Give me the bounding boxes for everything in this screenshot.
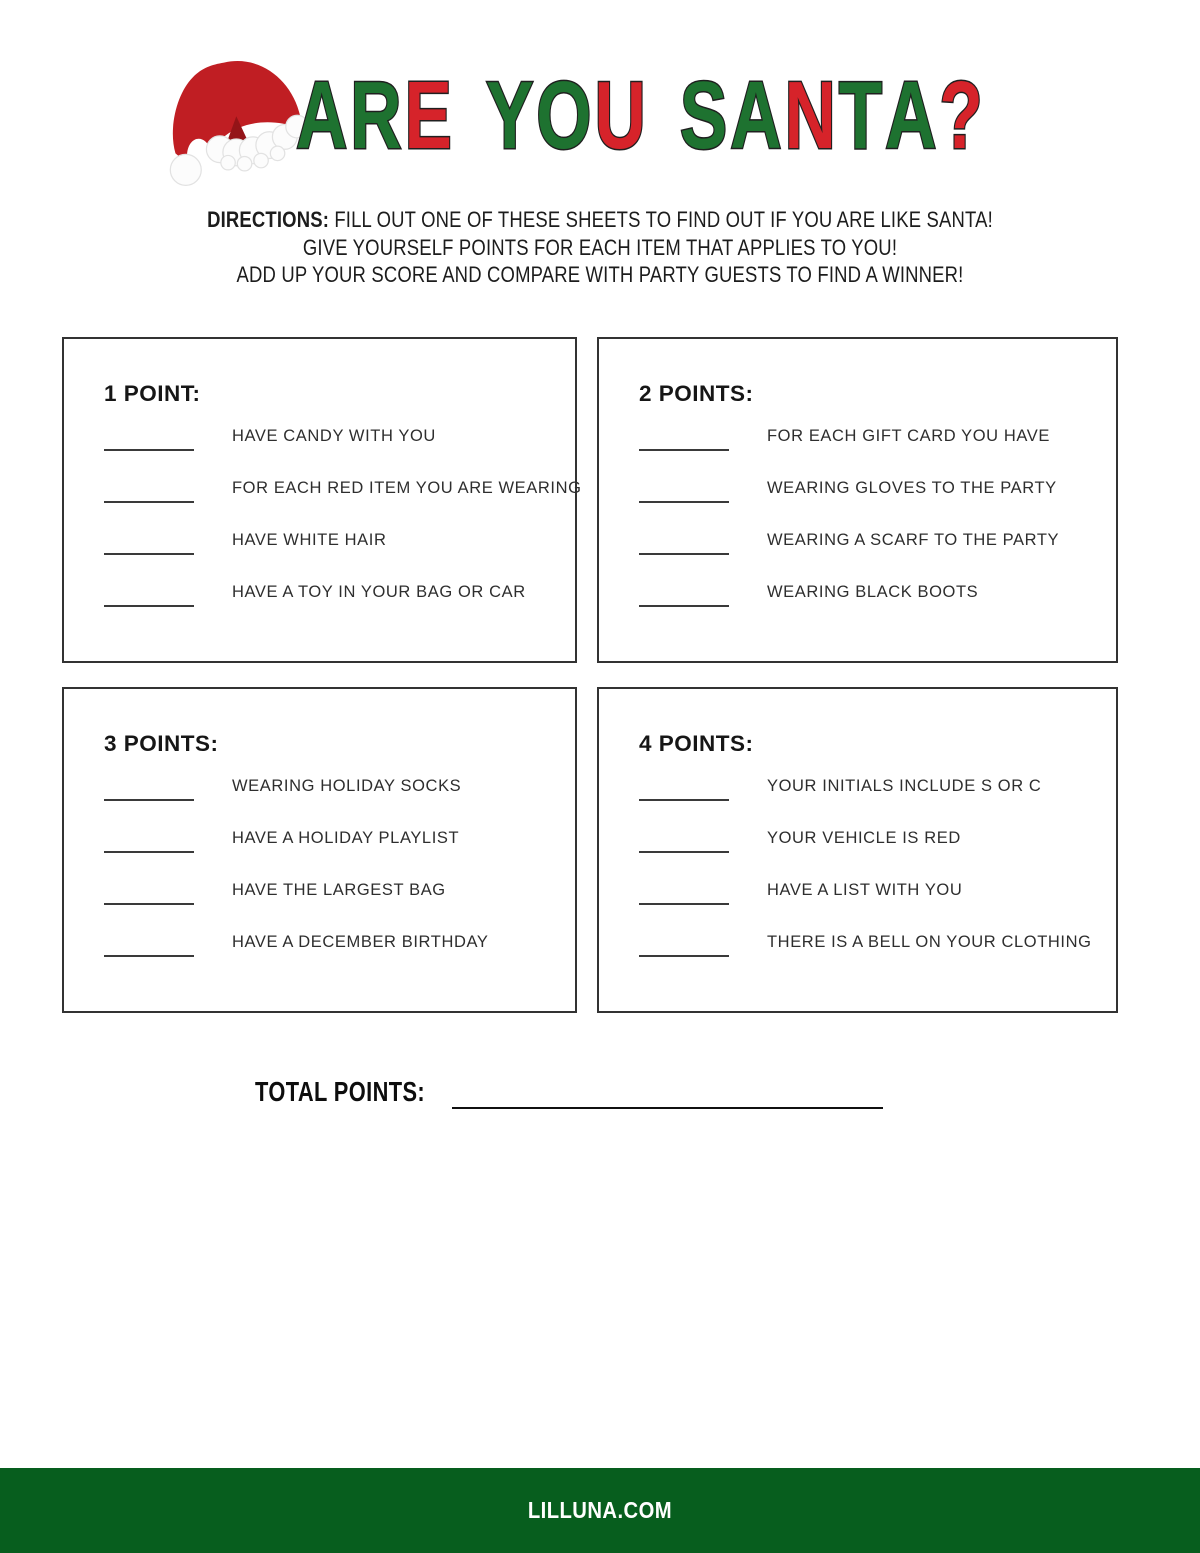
score-row xyxy=(104,819,575,871)
score-row xyxy=(104,871,575,923)
directions-line-1-rest: FILL OUT ONE OF THESE SHEETS TO FIND OUT IF YOU ARE LIKE SANTA! xyxy=(329,207,993,232)
points-blank-line xyxy=(104,449,194,451)
score-row xyxy=(639,871,1116,923)
score-item-label: HAVE A LIST WITH YOU xyxy=(767,881,963,899)
score-box-4-points xyxy=(597,687,1118,1013)
hat-pompom xyxy=(170,154,201,185)
points-blank-line xyxy=(639,955,729,957)
points-blank-line xyxy=(104,903,194,905)
title-letter: O xyxy=(536,62,592,169)
title-letter: N xyxy=(784,62,836,169)
directions-label: DIRECTIONS: xyxy=(207,207,330,232)
total-points-blank-line xyxy=(452,1107,883,1109)
box-heading: 4 POINTS: xyxy=(639,731,754,756)
title-letter: T xyxy=(838,62,883,169)
score-box-2-points xyxy=(597,337,1118,663)
score-item-label: WEARING GLOVES TO THE PARTY xyxy=(767,479,1057,497)
score-item-label: HAVE THE LARGEST BAG xyxy=(232,881,446,899)
points-blank-line xyxy=(104,851,194,853)
score-item-label: FOR EACH GIFT CARD YOU HAVE xyxy=(767,427,1050,445)
box-heading: 2 POINTS: xyxy=(639,381,754,406)
score-rows xyxy=(639,767,1116,975)
score-row xyxy=(639,819,1116,871)
points-blank-line xyxy=(104,605,194,607)
score-item-label: FOR EACH RED ITEM YOU ARE WEARING xyxy=(232,479,582,497)
directions-line-3: ADD UP YOUR SCORE AND COMPARE WITH PARTY GUESTS TO FIND A WINNER! xyxy=(236,262,964,287)
title-letter: ? xyxy=(939,62,983,169)
title-letter: E xyxy=(404,62,452,169)
score-item-label: THERE IS A BELL ON YOUR CLOTHING xyxy=(767,933,1092,951)
points-blank-line xyxy=(639,449,729,451)
score-rows xyxy=(104,767,575,975)
points-blank-line xyxy=(639,903,729,905)
score-item-label: HAVE A TOY IN YOUR BAG OR CAR xyxy=(232,583,526,601)
title-letter: A xyxy=(730,62,782,169)
title-letter: U xyxy=(594,62,646,169)
score-row xyxy=(104,521,575,573)
score-rows xyxy=(104,417,582,625)
points-blank-line xyxy=(639,605,729,607)
score-item-label: WEARING A SCARF TO THE PARTY xyxy=(767,531,1060,549)
title-letter: S xyxy=(679,62,728,169)
score-row xyxy=(639,573,1116,625)
score-row xyxy=(104,573,575,625)
points-blank-line xyxy=(104,955,194,957)
points-blank-line xyxy=(639,553,729,555)
points-blank-line xyxy=(104,799,194,801)
points-blank-line xyxy=(639,501,729,503)
points-blank-line xyxy=(104,553,194,555)
score-rows xyxy=(639,417,1116,625)
footer-site-text: LILLUNA.COM xyxy=(527,1497,673,1523)
title-letter: R xyxy=(350,62,402,169)
points-blank-line xyxy=(639,799,729,801)
box-heading: 1 POINT: xyxy=(104,381,201,406)
score-row xyxy=(639,767,1116,819)
score-box-3-points xyxy=(62,687,577,1013)
score-item-label: WEARING HOLIDAY SOCKS xyxy=(232,777,462,795)
score-item-label: YOUR VEHICLE IS RED xyxy=(767,829,961,847)
score-row xyxy=(639,469,1116,521)
score-row xyxy=(104,767,575,819)
score-item-label: HAVE A DECEMBER BIRTHDAY xyxy=(232,933,489,951)
score-row xyxy=(104,417,575,469)
score-item-label: HAVE WHITE HAIR xyxy=(232,531,387,549)
score-boxes-grid xyxy=(62,337,1118,1013)
score-item-label: HAVE CANDY WITH YOU xyxy=(232,427,436,445)
score-row xyxy=(104,923,575,975)
directions-line-2: GIVE YOURSELF POINTS FOR EACH ITEM THAT APPLIES TO YOU! xyxy=(302,234,898,260)
points-blank-line xyxy=(639,851,729,853)
page-title xyxy=(296,62,986,169)
score-item-label: HAVE A HOLIDAY PLAYLIST xyxy=(232,829,460,847)
footer-bar xyxy=(0,1468,1200,1553)
title-letter: A xyxy=(885,62,937,169)
title-letter: Y xyxy=(485,62,534,169)
box-heading: 3 POINTS: xyxy=(104,731,219,756)
score-row xyxy=(104,469,582,521)
score-row xyxy=(639,923,1116,975)
directions-text xyxy=(96,206,1104,289)
score-row xyxy=(639,521,1116,573)
directions-line-1 xyxy=(96,206,1104,234)
score-row xyxy=(639,417,1116,469)
score-item-label: WEARING BLACK BOOTS xyxy=(767,583,979,601)
total-points-label: TOTAL POINTS: xyxy=(255,1076,426,1107)
title-letter: A xyxy=(296,62,348,169)
score-box-1-point xyxy=(62,337,582,663)
score-item-label: YOUR INITIALS INCLUDE S OR C xyxy=(767,777,1042,795)
points-blank-line xyxy=(104,501,194,503)
